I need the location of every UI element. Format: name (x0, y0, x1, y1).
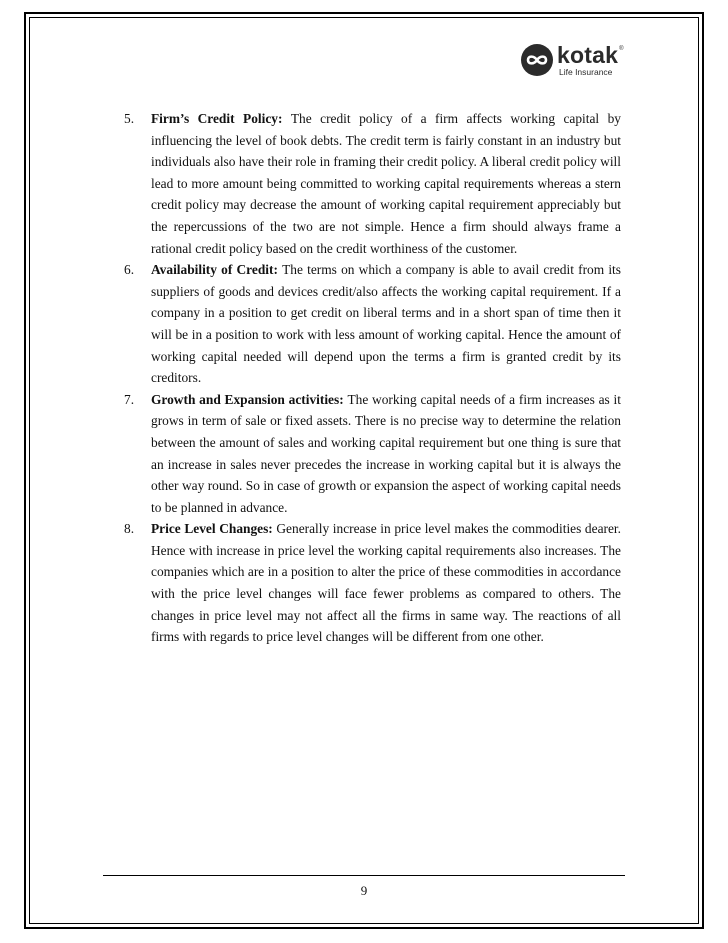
item-text: The working capital needs of a firm increases as it grows in term of sale or fixed assets. There is no precise way to determine the relation between the amount of sales and working capital requirement but one thing is sure that an increase in sales never precedes the increase in working capital but it is always the other way round. So in case of growth or expansion the aspect of working capital needs to be planned in advance. (151, 391, 621, 515)
logo-brand: kotak (557, 41, 619, 68)
registered-mark: ® (619, 46, 624, 52)
item-text: The terms on which a company is able to avail credit from its suppliers of goods and devices credit/also affects the working capital requirement. If a company in a position to get credit on liberal terms and in a short span of time then it will be in a position to work with less amount of working capital. Hence the amount of working capital needed will depend upon the terms a firm is granted credit by its creditors. (151, 262, 621, 386)
kotak-logo (521, 43, 624, 77)
kotak-infinity-icon (521, 44, 553, 76)
page-number: 9 (360, 883, 368, 898)
item-heading: Growth and Expansion activities: (151, 391, 348, 407)
list-item (124, 259, 621, 389)
item-number: 5. (124, 111, 135, 126)
list-item (124, 518, 621, 648)
item-number: 6. (124, 262, 135, 278)
footer-rule (103, 875, 625, 876)
item-heading: Price Level Changes: (151, 521, 277, 537)
logo-text (557, 41, 619, 77)
item-number: 8. (124, 521, 135, 537)
list-item (124, 108, 621, 259)
item-heading: Availability of Credit: (151, 262, 283, 278)
logo-subtitle: Life Insurance (559, 66, 613, 77)
item-text: Generally increase in price level makes the commodities dearer. Hence with increase in price level the working capital requirements also increases. The companies which are in a position to alter the price of these commodities in accordance with the price level changes will face fewer problems as compared to others. The changes in price level may not affect all the firms in same way. The reactions of all firms with regards to price level changes will be different from one other. (151, 521, 621, 645)
item-heading: Firm’s Credit Policy: (151, 111, 291, 126)
list-item (124, 389, 621, 519)
item-text: The credit policy of a firm affects working capital by influencing the level of book debts. The credit term is fairly constant in an industry but individuals also have their role in framing their credit policy. A liberal credit policy will lead to more amount being committed to working capital requirements whereas a stern credit policy may decrease the amount of working capital requirement appreciably but the repercussions of the two are not simple. Hence a firm should always frame a rational credit policy based on the credit worthiness of the customer. (151, 111, 621, 256)
numbered-list (124, 108, 621, 648)
item-number: 7. (124, 391, 135, 407)
